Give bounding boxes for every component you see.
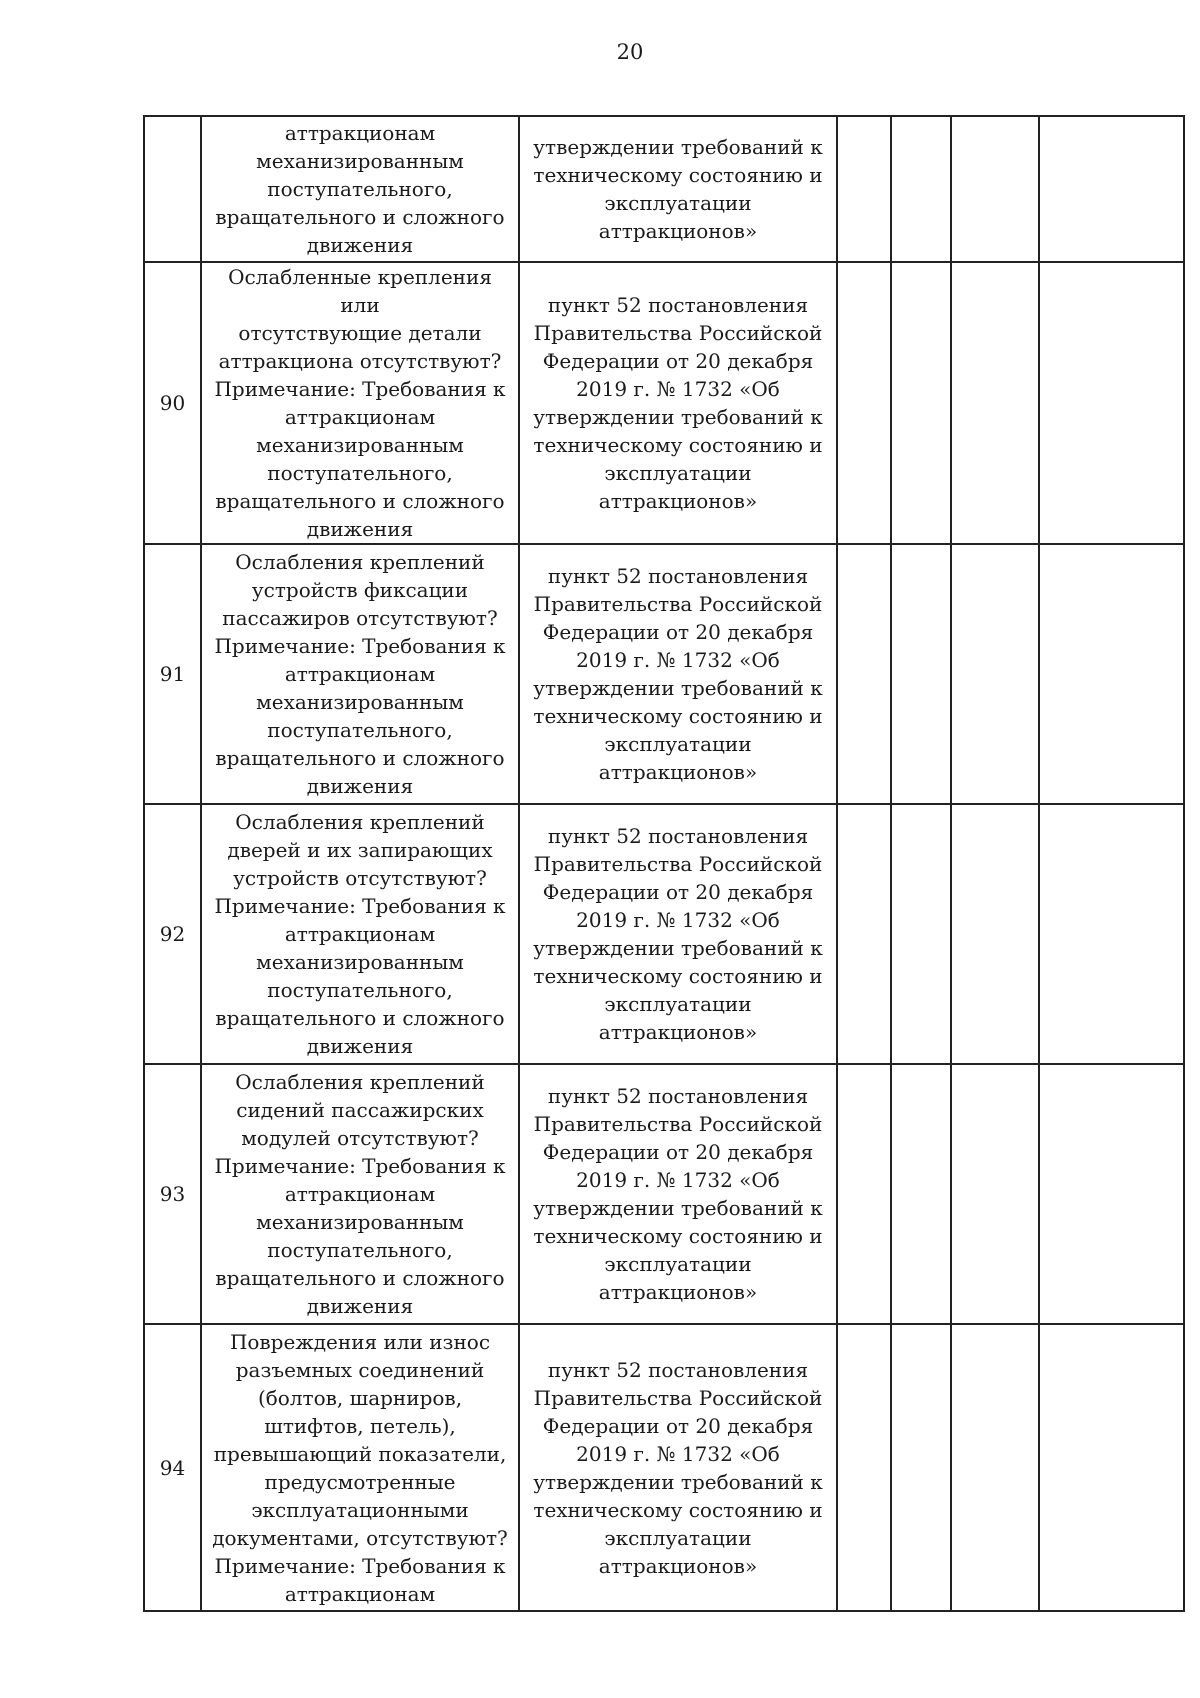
row-number: 92 [144, 804, 201, 1064]
comment-cell [1039, 804, 1184, 1064]
comment-cell [1039, 544, 1184, 804]
row-number: 91 [144, 544, 201, 804]
row-number: 90 [144, 262, 201, 544]
answer-na-cell [951, 804, 1039, 1064]
row-number: 94 [144, 1324, 201, 1611]
comment-cell [1039, 1324, 1184, 1611]
row-number: 93 [144, 1064, 201, 1324]
answer-na-cell [951, 1064, 1039, 1324]
requirement-question: Повреждения или износ разъемных соединений (болтов, шарниров, штифтов, петель), превышающий показатели, предусмотренные эксплуатационными документами, отсутствуют? Примечание: Требования к аттракционам [201, 1324, 519, 1611]
legal-reference: пункт 52 постановления Правительства Российской Федерации от 20 декабря 2019 г. № 1732 «Об утверждении требований к техническому состоянию и эксплуатации аттракционов» [519, 804, 837, 1064]
table-row [144, 262, 1184, 544]
answer-yes-cell [837, 116, 891, 262]
requirement-question: Ослабления креплений дверей и их запирающих устройств отсутствуют? Примечание: Требования к аттракционам механизированным поступательного, вращательного и сложного движения [201, 804, 519, 1064]
answer-na-cell [951, 544, 1039, 804]
table-row [144, 116, 1184, 262]
table-row [144, 1064, 1184, 1324]
answer-no-cell [891, 1064, 951, 1324]
answer-no-cell [891, 1324, 951, 1611]
legal-reference: пункт 52 постановления Правительства Российской Федерации от 20 декабря 2019 г. № 1732 «Об утверждении требований к техническому состоянию и эксплуатации аттракционов» [519, 262, 837, 544]
comment-cell [1039, 262, 1184, 544]
legal-reference: пункт 52 постановления Правительства Российской Федерации от 20 декабря 2019 г. № 1732 «Об утверждении требований к техническому состоянию и эксплуатации аттракционов» [519, 1324, 837, 1611]
answer-no-cell [891, 544, 951, 804]
requirement-question: аттракционам механизированным поступательного, вращательного и сложного движения [201, 116, 519, 262]
answer-no-cell [891, 804, 951, 1064]
table-row [144, 1324, 1184, 1611]
answer-yes-cell [837, 544, 891, 804]
answer-yes-cell [837, 1064, 891, 1324]
row-number [144, 116, 201, 262]
requirement-question: Ослабления креплений устройств фиксации пассажиров отсутствуют? Примечание: Требования к аттракционам механизированным поступательного, вращательного и сложного движения [201, 544, 519, 804]
comment-cell [1039, 1064, 1184, 1324]
checklist-table [143, 115, 1185, 1612]
table-row [144, 804, 1184, 1064]
answer-na-cell [951, 1324, 1039, 1611]
answer-na-cell [951, 262, 1039, 544]
answer-na-cell [951, 116, 1039, 262]
answer-yes-cell [837, 804, 891, 1064]
requirement-question: Ослабленные крепления или отсутствующие детали аттракциона отсутствуют? Примечание: Требования к аттракционам механизированным поступательного, вращательного и сложного движения [201, 262, 519, 544]
answer-no-cell [891, 116, 951, 262]
legal-reference: пункт 52 постановления Правительства Российской Федерации от 20 декабря 2019 г. № 1732 «Об утверждении требований к техническому состоянию и эксплуатации аттракционов» [519, 1064, 837, 1324]
answer-yes-cell [837, 262, 891, 544]
legal-reference: пункт 52 постановления Правительства Российской Федерации от 20 декабря 2019 г. № 1732 «Об утверждении требований к техническому состоянию и эксплуатации аттракционов» [519, 544, 837, 804]
page-number: 20 [616, 40, 644, 64]
table-row [144, 544, 1184, 804]
requirement-question: Ослабления креплений сидений пассажирских модулей отсутствуют? Примечание: Требования к аттракционам механизированным поступательного, вращательного и сложного движения [201, 1064, 519, 1324]
answer-no-cell [891, 262, 951, 544]
comment-cell [1039, 116, 1184, 262]
answer-yes-cell [837, 1324, 891, 1611]
legal-reference: утверждении требований к техническому состоянию и эксплуатации аттракционов» [519, 116, 837, 262]
